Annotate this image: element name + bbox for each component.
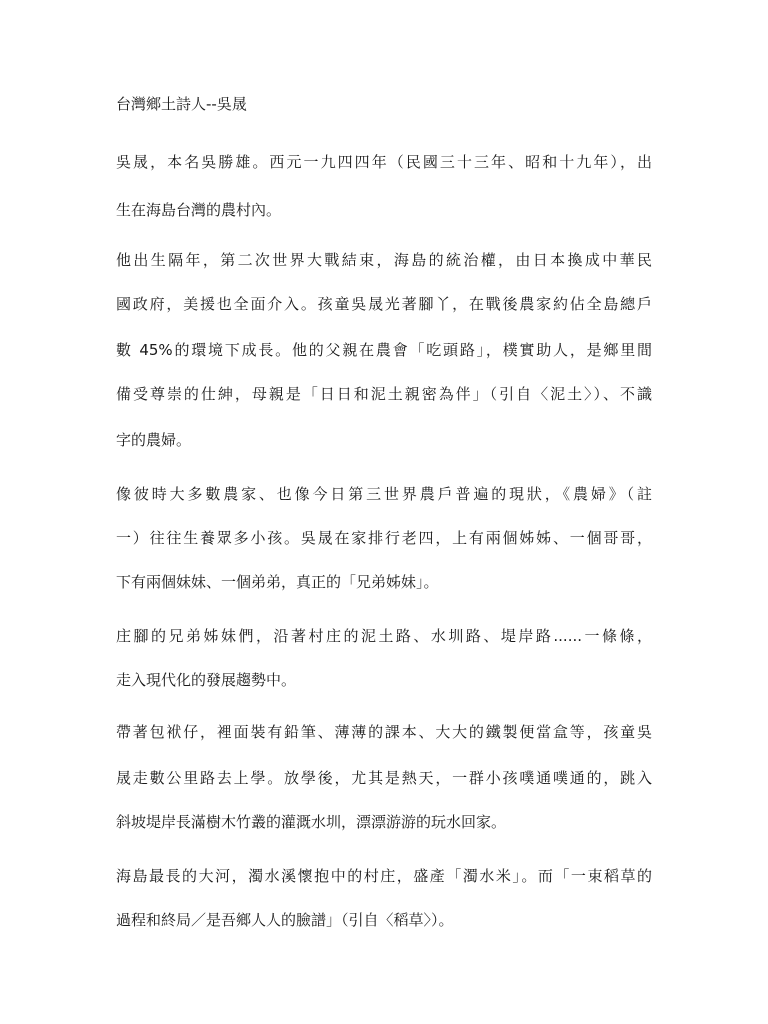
text-line: 走入現代化的發展趨勢中。 [116, 671, 297, 689]
document-title: 台灣鄉土詩人--吳晟 [116, 95, 247, 113]
text-line: 字的農婦。 [116, 431, 192, 449]
text-line: 他出生隔年，第二次世界大戰結束，海島的統治權，由日本換成中華民 [116, 251, 652, 269]
text-line: 海島最長的大河，濁水溪懷抱中的村庄，盛產「濁水米」。而「一束稻草的 [116, 867, 652, 885]
text-line: 斜坡堤岸長滿樹木竹叢的灌溉水圳，漂漂游游的玩水回家。 [116, 813, 507, 831]
text-line: 下有兩個妹妹、一個弟弟，真正的「兄弟姊妹」。 [116, 573, 439, 591]
text-line: 數 45%的環境下成長。他的父親在農會「吃頭路」，樸實助人，是鄉里間 [116, 341, 652, 359]
text-line: 備受尊崇的仕紳，母親是「日日和泥土親密為伴」（引自〈泥土〉）、不識 [116, 385, 652, 403]
text-line: 一）往往生養眾多小孩。吳晟在家排行老四，上有兩個姊姊、一個哥哥， [116, 529, 652, 547]
text-line: 庄腳的兄弟姊妹們，沿著村庄的泥土路、水圳路、堤岸路......一條條， [116, 627, 652, 645]
text-line: 過程和終局／是吾鄉人人的臉譜」（引自〈稻草〉）。 [116, 911, 454, 929]
text-line: 像彼時大多數農家、也像今日第三世界農戶普遍的現狀，《農婦》（註 [116, 485, 652, 503]
text-line: 國政府，美援也全面介入。孩童吳晟光著腳丫，在戰後農家約佔全島總戶 [116, 295, 652, 313]
text-line: 吳晟，本名吳勝雄。西元一九四四年（民國三十三年、昭和十九年），出 [116, 153, 652, 171]
text-line: 帶著包袱仔，裡面裝有鉛筆、薄薄的課本、大大的鐵製便當盒等，孩童吳 [116, 723, 652, 741]
text-line: 生在海島台灣的農村內。 [116, 201, 282, 219]
text-line: 晟走數公里路去上學。放學後，尤其是熱天，一群小孩噗通噗通的，跳入 [116, 769, 652, 787]
